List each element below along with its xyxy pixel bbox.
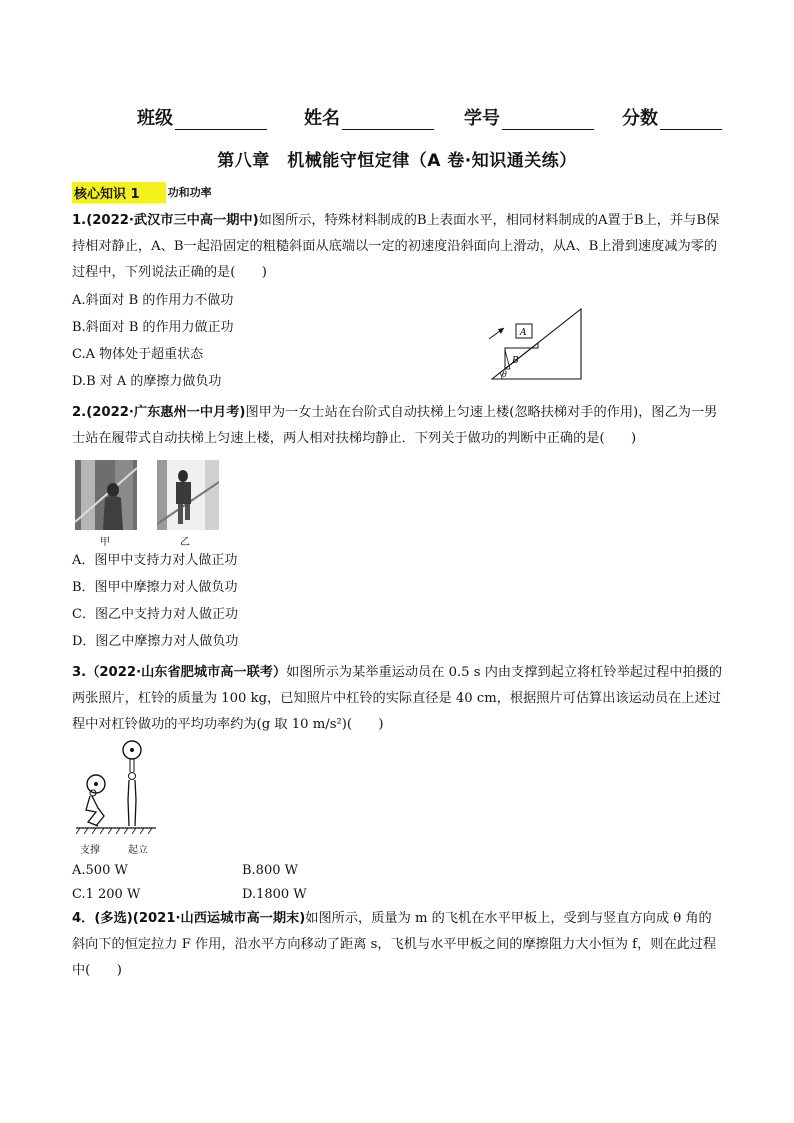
block-b-outline <box>505 343 538 369</box>
stand-caption: 起立 <box>128 845 148 856</box>
question-3-source: （2022·山东省肥城市高一联考） <box>86 665 287 680</box>
question-3-option-d[interactable]: D.1800 W <box>242 887 307 902</box>
question-2-option-c[interactable]: C．图乙中支持力对人做正功 <box>72 607 238 622</box>
incline-figure <box>486 306 586 382</box>
question-3-text: 如图所示为某举重运动员在 0.5 s 内由支撑到起立将杠铃举起过程中拍摄的两张照片，杠铃的质量为 100 kg，已知照片中杠铃的实际直径是 40 cm，根据照片可估算出该运动员在上述过程中对杠铃做功的平均功率约为(g 取 10 m/s²)( ) <box>72 665 723 732</box>
student-info-header <box>0 104 794 132</box>
photo-a-caption: 甲 <box>100 537 110 548</box>
question-4-source: (多选)(2021·山西运城市高一期末) <box>94 911 306 926</box>
question-2-number: 2. <box>72 405 87 420</box>
question-1-option-d[interactable]: D.B 对 A 的摩擦力做负功 <box>72 374 222 389</box>
knowledge-point-tag: 核心知识 1 <box>72 182 166 203</box>
question-3-option-a[interactable]: A.500 W <box>72 863 128 878</box>
question-2-option-a[interactable]: A．图甲中支持力对人做正功 <box>72 553 238 568</box>
photo-b-caption: 乙 <box>180 537 190 548</box>
knowledge-point-heading <box>72 182 212 202</box>
escalator-photo-a <box>75 460 137 530</box>
knowledge-point-topic: 功和功率 <box>167 186 212 199</box>
student-id-blank[interactable] <box>502 109 594 130</box>
class-label: 班级 <box>137 108 173 129</box>
squat-caption: 支撑 <box>80 845 100 856</box>
question-1-number: 1. <box>72 213 87 228</box>
block-b-label: B <box>512 356 519 366</box>
question-4-stem <box>72 906 724 984</box>
angle-label: θ <box>502 370 507 379</box>
question-1-source: (2022·武汉市三中高一期中) <box>86 213 259 228</box>
name-blank[interactable] <box>342 109 434 130</box>
question-2-stem <box>72 400 724 452</box>
question-1-option-a[interactable]: A.斜面对 B 的作用力不做功 <box>72 293 234 308</box>
page-title: 第八章 机械能守恒定律（A 卷·知识通关练） <box>217 151 577 171</box>
question-3-option-c[interactable]: C.1 200 W <box>72 887 141 902</box>
score-field[interactable] <box>622 104 722 130</box>
question-3-option-b[interactable]: B.800 W <box>242 863 298 878</box>
question-1-option-c[interactable]: C.A 物体处于超重状态 <box>72 347 204 362</box>
score-label: 分数 <box>622 108 658 129</box>
block-a-label: A <box>520 328 527 338</box>
question-4-number: 4． <box>72 911 95 926</box>
question-2-text: 图甲为一女士站在台阶式自动扶梯上匀速上楼(忽略扶梯对手的作用)，图乙为一男士站在履带式自动扶梯上匀速上楼，两人相对扶梯均静止．下列关于做功的判断中正确的是( ) <box>72 405 718 446</box>
question-1-option-b[interactable]: B.斜面对 B 的作用力做正功 <box>72 320 234 335</box>
weightlifter-figure <box>74 738 158 838</box>
question-3-number: 3. <box>72 665 87 680</box>
escalator-photo-b <box>157 460 219 530</box>
student-id-field[interactable] <box>464 104 594 130</box>
score-blank[interactable] <box>660 109 722 130</box>
question-2-option-b[interactable]: B．图甲中摩擦力对人做负功 <box>72 580 238 595</box>
question-4-text: 如图所示，质量为 m 的飞机在水平甲板上，受到与竖直方向成 θ 角的斜向下的恒定拉力 F 作用，沿水平方向移动了距离 s，飞机与水平甲板之间的摩擦阻力大小恒为 f，则在此过程中( ) <box>72 911 717 978</box>
velocity-arrow-head <box>498 328 504 334</box>
name-label: 姓名 <box>304 108 340 129</box>
question-1-text: 如图所示，特殊材料制成的B上表面水平，相同材料制成的A置于B上，并与B保持相对静止，A、B一起沿固定的粗糙斜面从底端以一定的初速度沿斜面向上滑动，从A、B上滑到速度减为零的过程中，下列说法正确的是( ) <box>72 213 720 280</box>
student-id-label: 学号 <box>464 108 500 129</box>
class-field[interactable] <box>137 104 267 130</box>
question-3-stem <box>72 660 724 738</box>
name-field[interactable] <box>304 104 434 130</box>
question-2-source: (2022·广东惠州一中月考) <box>86 405 246 420</box>
question-2-option-d[interactable]: D．图乙中摩擦力对人做负功 <box>72 634 239 649</box>
question-1-stem <box>72 208 724 286</box>
class-blank[interactable] <box>175 109 267 130</box>
